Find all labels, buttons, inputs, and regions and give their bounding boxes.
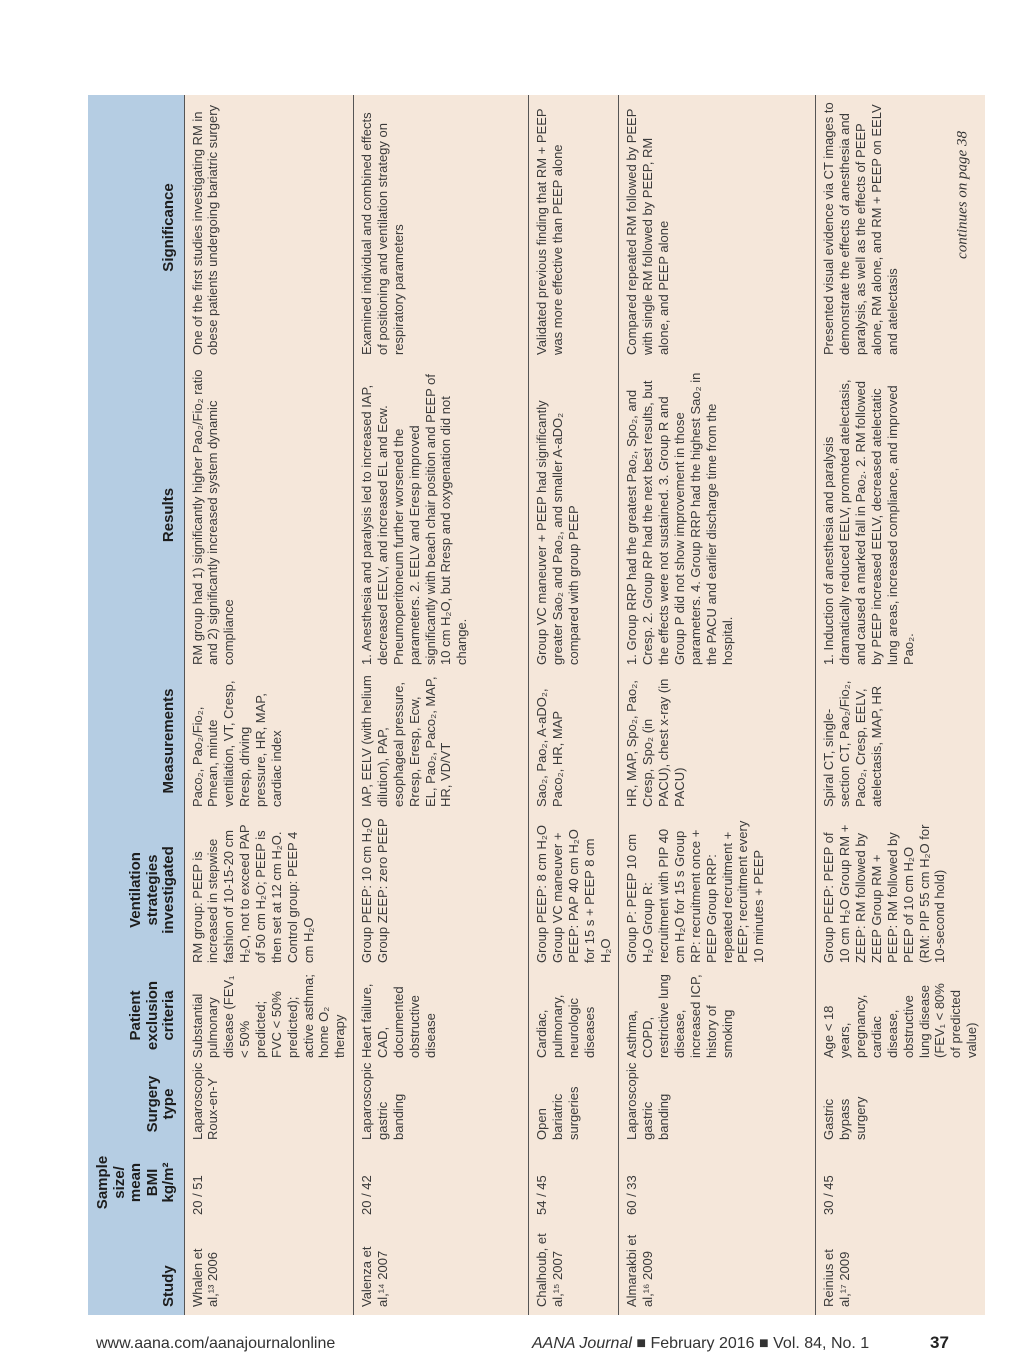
cell-significance: Compared repeated RM followed by PEEP with single RM followed by PEEP, RM alone, and PEEP alone [619,95,816,360]
issue-date: February 2016 [650,1335,755,1352]
cell-study: Reinius et al,¹⁷ 2009 [816,1220,985,1315]
cell-results: 1. Group RRP had the greatest Pao₂, Spo₂, and Cresp. 2. Group RP had the next best results, but the effects were not sustained. 3. Group R and Group P did not show improvement in those parameters. 4. Group RRP had the highest Sao₂ in the PACU and earlier discharge time from the hospital. [619,360,816,670]
cell-significance: Validated previous finding that RM + PEEP was more effective than PEEP alone [529,95,619,360]
studies-table [88,95,985,1315]
header-results: Results [88,360,184,670]
cell-measurements: Sao₂, Pao₂, A-aDO₂, Paco₂, HR, MAP [529,670,619,812]
cell-exclusion: Cardiac, pulmonary, neurologic diseases [529,968,619,1063]
continues-note [948,95,978,295]
separator-2: ■ [759,1335,769,1352]
footer-citation [532,1335,869,1353]
header-exclusion: Patient exclusion criteria [88,968,184,1063]
cell-exclusion: Age < 18 years, pregnancy, cardiac disease, obstructive lung disease (FEV₁ < 80% of predicted value) [816,968,985,1063]
header-measurements: Measurements [88,670,184,812]
cell-sample: 54 / 45 [529,1145,619,1220]
journal-name: AANA Journal [532,1335,632,1352]
cell-surgery: Gastric bypass surgery [816,1063,985,1145]
cell-results: 1. Anesthesia and paralysis led to increased IAP, decreased EELV, and increased EL and Ecw. Pneumoperitoneum further worsened the parameters. 2. EELV and Eresp improved significantly with beach chair position and PEEP of 10 cm H₂O, but Rresp and oxygenation did not change. [354,360,529,670]
continues-text: continues on page 38 [954,131,971,259]
cell-surgery: Laparoscopic gastric banding [619,1063,816,1145]
cell-exclusion: Heart failure, CAD, documented obstructive disease [354,968,529,1063]
cell-surgery: Laparoscopic gastric banding [354,1063,529,1145]
cell-sample: 30 / 45 [816,1145,985,1220]
cell-exclusion: Substantial pulmonary disease (FEV₁ < 50% predicted; FVC < 50% predicted); active asthma; home O₂ therapy [184,968,354,1063]
header-study: Study [88,1220,184,1315]
cell-measurements: IAP, EELV (with helium dilution), PAP, esophageal pressure, Rresp, Eresp, Ecw, EL, Pao₂, Paco₂, MAP, HR, VD/VT [354,670,529,812]
table-row [354,95,529,1315]
volume-number: Vol. 84, No. 1 [773,1335,870,1352]
cell-study: Whalen et al,¹³ 2006 [184,1220,354,1315]
cell-significance: Examined individual and combined effects of positioning and ventilation strategy on respiratory parameters [354,95,529,360]
cell-sample: 20 / 42 [354,1145,529,1220]
cell-measurements: HR, MAP, Spo₂, Pao₂, Cresp, Spo₂ (in PACU), chest x-ray (in PACU) [619,670,816,812]
cell-sample: 20 / 51 [184,1145,354,1220]
cell-exclusion: Asthma, COPD, restrictive lung disease, increased ICP, history of smoking [619,968,816,1063]
cell-ventilation: Group PEEP: 8 cm H₂O Group VC maneuver + PEEP: PAP 40 cm H₂O for 15 s + PEEP 8 cm H₂O [529,812,619,968]
footer-url: www.aana.com/aanajournalonline [96,1335,336,1352]
cell-ventilation: Group PEEP: 10 cm H₂O Group ZEEP: zero PEEP [354,812,529,968]
cell-results: 1. Induction of anesthesia and paralysis dramatically reduced EELV, promoted atelectasis, and caused a marked fall in Pao₂. 2. RM followed by PEEP increased EELV, decreased atelectatic lung areas, increased compliance, and improved Pao₂. [816,360,985,670]
table-row [529,95,619,1315]
cell-study: Valenza et al,¹⁴ 2007 [354,1220,529,1315]
cell-ventilation: Group P: PEEP 10 cm H₂O Group R: recruitment with PIP 40 cm H₂O for 15 s Group RP: recruitment once + PEEP Group RRP: repeated recruitment + PEEP; recruitment every 10 minutes + PEEP [619,812,816,968]
separator-1: ■ [636,1335,647,1352]
header-sample: Sample size/ mean BMI kg/m² [88,1145,184,1220]
header-surgery: Surgery type [88,1063,184,1145]
cell-study: Chalhoub, et al,¹⁵ 2007 [529,1220,619,1315]
cell-significance: One of the first studies investigating RM in obese patients undergoing bariatric surgery [184,95,354,360]
cell-results: RM group had 1) significantly higher Pao₂/Fio₂ ratio and 2) significantly increased system dynamic compliance [184,360,354,670]
cell-ventilation: RM group: PEEP is increased in stepwise fashion of 10-15-20 cm H₂O, not to exceed PAP of 50 cm H₂O; PEEP is then set at 12 cm H₂O. Control group: PEEP 4 cm H₂O [184,812,354,968]
table-row [619,95,816,1315]
header-significance: Significance [88,95,184,360]
page-number: 37 [930,1333,949,1352]
cell-ventilation: Group PEEP: PEEP of 10 cm H₂O Group RM + ZEEP: RM followed by ZEEP Group RM + PEEP: RM followed by PEEP of 10 cm H₂O (RM: PIP 55 cm H₂O for 10-second hold) [816,812,985,968]
cell-measurements: Spiral CT, single-section CT, Pao₂/Fio₂, Paco₂, Cresp, EELV, atelectasis, MAP, HR [816,670,985,812]
header-ventilation: Ventilation strategies investigated [88,812,184,968]
cell-surgery: Laparoscopic Roux-en-Y [184,1063,354,1145]
cell-sample: 60 / 33 [619,1145,816,1220]
cell-significance: Presented visual evidence via CT images to demonstrate the effects of anesthesia and paralysis, as well as the effects of PEEP alone, RM alone, and RM + PEEP on EELV and atelectasis [816,95,985,360]
cell-measurements: Paco₂, Pao₂/Fio₂, Pmean, minute ventilation, VT, Cresp, Rresp, driving pressure, HR, MAP, cardiac index [184,670,354,812]
cell-results: Group VC maneuver + PEEP had significantly greater Sao₂ and Pao₂, and smaller A-aDO₂ compared with group PEEP [529,360,619,670]
table-header-row [88,95,184,1315]
table-row [184,95,354,1315]
cell-study: Almarakbi et al,¹⁶ 2009 [619,1220,816,1315]
cell-surgery: Open bariatric surgeries [529,1063,619,1145]
